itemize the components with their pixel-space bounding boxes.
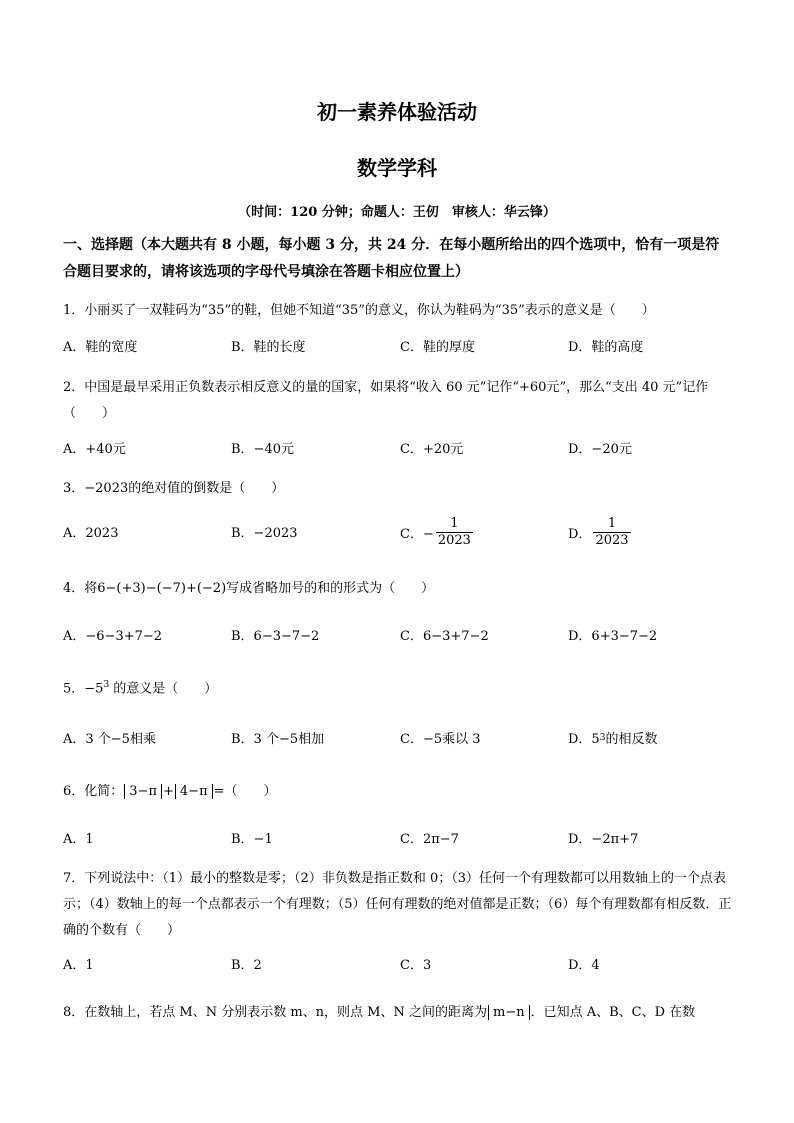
stem-suffix: 的意义是（ ）: [109, 681, 218, 697]
exponent: 3: [599, 732, 606, 743]
absolute-value: 4−π: [175, 784, 213, 799]
fraction-denominator: 2023: [437, 533, 471, 548]
option-d-label: D．: [568, 527, 592, 542]
option-b: B．鞋的长度: [231, 340, 306, 355]
option-d: [568, 516, 633, 549]
question-3: 3．−2023的绝对值的倒数是（ ）: [63, 481, 285, 496]
option-d: D．6+3−7−2: [568, 629, 658, 644]
option-c: C．2π−7: [400, 832, 459, 847]
option-c: C．+20元: [400, 442, 464, 457]
option-d: D．4: [568, 958, 600, 973]
option-a: A．1: [63, 958, 94, 973]
question-1: 1．小丽买了一双鞋码为“35”的鞋，但她不知道“35”的意义，你认为鞋码为“35”表示的意义是（ ）: [63, 303, 655, 318]
stem-suffix: =（ ）: [213, 784, 277, 799]
subject-title: 数学学科: [357, 156, 437, 180]
stem-prefix: 8．在数轴上，若点 M、N 分别表示数 m、n，则点 M、N 之间的距离为: [63, 1005, 488, 1020]
plus-sign: +: [163, 784, 174, 799]
question-8: [63, 1000, 733, 1026]
option-a: A．1: [63, 832, 94, 847]
option-c: C．6−3+7−2: [400, 629, 489, 644]
question-2: 2．中国是最早采用正负数表示相反意义的量的国家，如果将“收入 60 元”记作“+60元”，那么“支出 40 元”记作（ ）: [63, 380, 709, 421]
option-a: A．−6−3+7−2: [63, 629, 163, 644]
question-7-options: [63, 954, 743, 984]
question-4: 4．将6−(+3)−(−7)+(−2)写成省略加号的和的形式为（ ）: [63, 581, 435, 596]
absolute-value: 3−π: [124, 784, 162, 799]
option-d-label: D．5: [568, 732, 600, 747]
option-b: B．6−3−7−2: [231, 629, 320, 644]
option-d: D．鞋的高度: [568, 340, 644, 355]
stem-prefix: 5．−5: [63, 681, 104, 697]
option-d-suffix: 的相反数: [605, 732, 658, 747]
absolute-value: m−n: [488, 1005, 530, 1020]
exam-info: （时间：120 分钟；命题人：王仞 审核人：华云锋）: [238, 205, 556, 220]
option-d: D．−2π+7: [568, 832, 639, 847]
fraction-denominator: 2023: [595, 533, 629, 548]
option-b: B．−40元: [231, 442, 294, 457]
stem-suffix: ．已知点 A、B、C、D 在数: [530, 1005, 696, 1020]
fraction: [436, 516, 473, 549]
fraction: [593, 516, 630, 549]
option-b: B．2: [231, 958, 262, 973]
exam-title: 初一素养体验活动: [317, 100, 477, 124]
question-3-options: [63, 516, 743, 556]
stem-prefix: 6．化简：: [63, 784, 124, 799]
fraction-numerator: 1: [450, 516, 459, 531]
question-6: [63, 779, 733, 805]
option-b: B．−1: [231, 832, 273, 847]
option-b: B．3 个−5相加: [231, 732, 325, 747]
question-2-options: [63, 438, 743, 468]
question-7: 7．下列说法中：（1）最小的整数是零；（2）非负数是指正数和 0；（3）任何一个有理数都可以用数轴上的一个点表示；（4）数轴上的每一个点都表示一个有理数；（5）任何有理数的绝对值都是正数；（6）每个有理数都有相反数．正确的个数有（ ）: [63, 871, 732, 938]
option-c: C．3: [400, 958, 432, 973]
option-c-label: C．−: [400, 527, 434, 542]
fraction-numerator: 1: [607, 516, 617, 531]
option-c: [400, 516, 475, 549]
question-1-options: [63, 336, 743, 366]
option-d: D．−20元: [568, 442, 632, 457]
option-c: C．−5乘以 3: [400, 732, 481, 747]
exponent: 3: [103, 680, 110, 690]
option-a: A．+40元: [63, 442, 126, 457]
section-heading: 一、选择题（本大题共有 8 小题，每小题 3 分，共 24 分．在每小题所给出的四个选项中，恰有一项是符合题目要求的，请将该选项的字母代号填涂在答题卡相应位置上）: [63, 237, 720, 280]
option-a: A．3 个−5相乘: [63, 732, 156, 747]
option-b: B．−2023: [231, 526, 298, 541]
option-d: [568, 728, 657, 747]
option-a: A．2023: [63, 526, 119, 541]
question-5: [63, 672, 733, 702]
question-4-options: [63, 625, 743, 655]
question-6-options: [63, 828, 743, 858]
option-c: C．鞋的厚度: [400, 340, 475, 355]
option-a: A．鞋的宽度: [63, 340, 138, 355]
question-5-options: [63, 728, 743, 758]
